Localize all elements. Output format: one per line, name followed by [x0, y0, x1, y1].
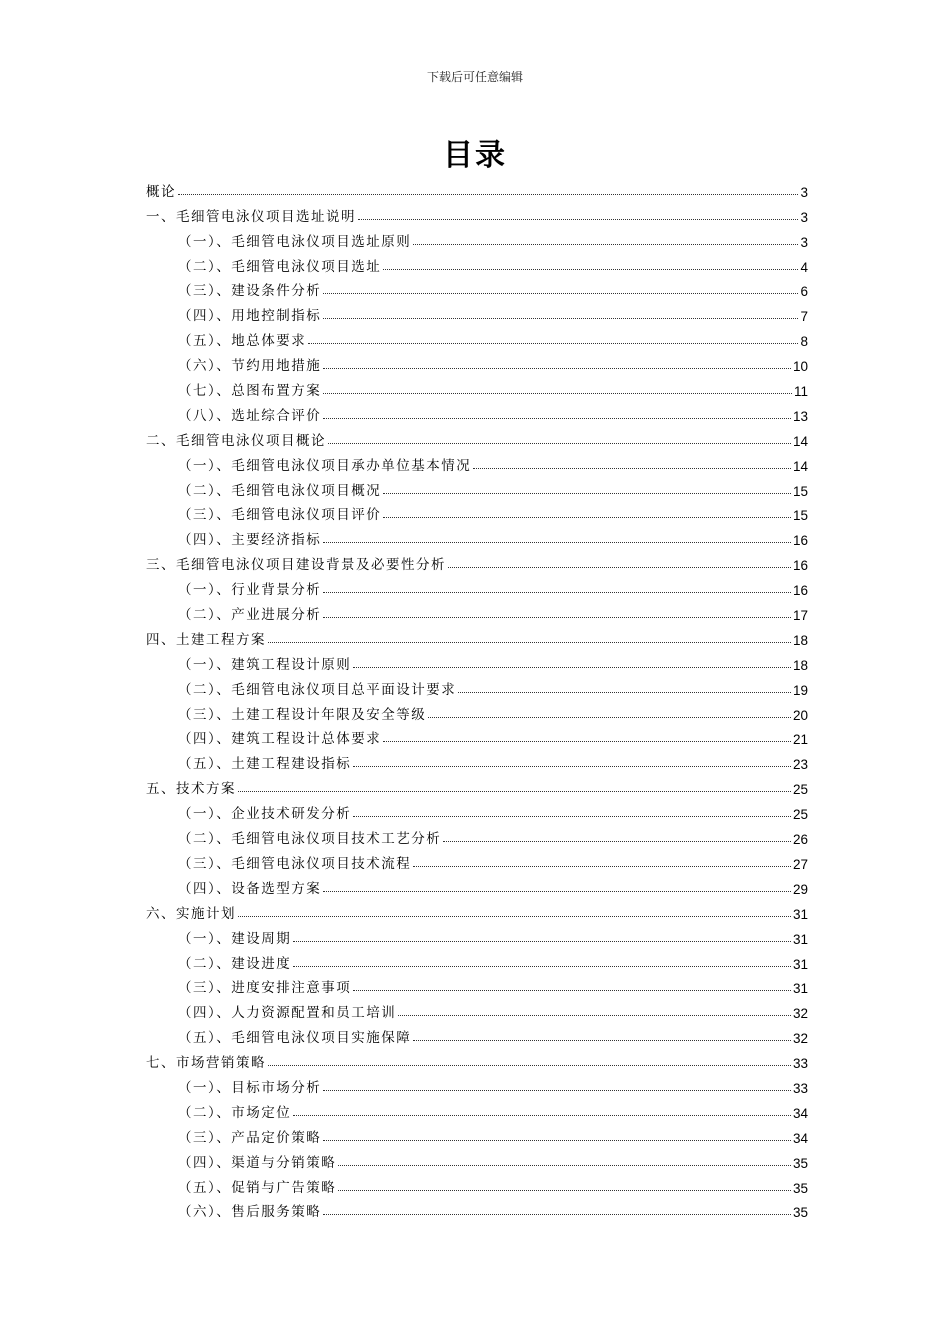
toc-page-number: 16	[792, 558, 808, 574]
toc-entry[interactable]	[146, 1071, 808, 1096]
toc-entry-title: （七）、总图布置方案	[178, 383, 322, 400]
toc-dot-leader	[338, 1165, 791, 1166]
toc-page-number: 31	[792, 981, 808, 997]
toc-dot-leader	[428, 717, 791, 718]
page-header: 下载后可任意编辑	[426, 70, 523, 84]
toc-entry-title: （二）、建设进度	[178, 955, 292, 972]
toc-entry[interactable]	[146, 250, 808, 275]
table-of-contents	[146, 175, 808, 1220]
toc-entry-title: （三）、毛细管电泳仪项目评价	[178, 507, 382, 524]
toc-dot-leader	[323, 318, 798, 319]
toc-entry-title: （二）、毛细管电泳仪项目概况	[178, 482, 382, 499]
toc-entry-title: （一）、行业背景分析	[178, 582, 322, 599]
toc-dot-leader	[448, 567, 791, 568]
toc-dot-leader	[323, 368, 791, 369]
toc-dot-leader	[293, 966, 791, 967]
toc-entry[interactable]	[146, 349, 808, 374]
toc-dot-leader	[323, 293, 798, 294]
toc-page-number: 19	[792, 682, 808, 698]
toc-entry-title: （三）、毛细管电泳仪项目技术流程	[178, 855, 412, 872]
toc-dot-leader	[308, 343, 798, 344]
toc-page-number: 23	[792, 757, 808, 773]
toc-dot-leader	[353, 816, 791, 817]
toc-dot-leader	[358, 219, 798, 220]
toc-dot-leader	[328, 443, 791, 444]
toc-dot-leader	[323, 1214, 791, 1215]
toc-page-number: 26	[792, 832, 808, 848]
toc-entry[interactable]	[146, 548, 808, 573]
toc-page-number: 14	[792, 458, 808, 474]
toc-page-number: 3	[800, 234, 808, 250]
toc-dot-leader	[443, 841, 791, 842]
toc-page-number: 31	[792, 906, 808, 922]
toc-page-number: 14	[792, 433, 808, 449]
toc-entry[interactable]	[146, 698, 808, 723]
toc-entry[interactable]	[146, 499, 808, 524]
toc-page-number: 33	[792, 1080, 808, 1096]
toc-entry[interactable]	[146, 225, 808, 250]
toc-entry-title: 概论	[146, 183, 176, 200]
toc-entry-title: （六）、节约用地措施	[178, 358, 322, 375]
toc-entry-title: 四、土建工程方案	[146, 631, 266, 648]
toc-entry[interactable]	[146, 598, 808, 623]
toc-dot-leader	[353, 766, 791, 767]
toc-page-number: 25	[792, 782, 808, 798]
toc-page-number: 6	[800, 284, 808, 300]
toc-page-number: 15	[792, 483, 808, 499]
toc-entry-title: （四）、人力资源配置和员工培训	[178, 1005, 397, 1022]
toc-entry[interactable]	[146, 1171, 808, 1196]
toc-page-number: 7	[800, 309, 808, 325]
toc-entry[interactable]	[146, 399, 808, 424]
toc-entry-title: （一）、建设周期	[178, 930, 292, 947]
toc-entry-title: （五）、促销与广告策略	[178, 1179, 337, 1196]
toc-page-number: 10	[792, 359, 808, 375]
toc-dot-leader	[323, 418, 791, 419]
toc-entry[interactable]	[146, 947, 808, 972]
toc-entry[interactable]	[146, 523, 808, 548]
toc-page-number: 29	[792, 881, 808, 897]
toc-dot-leader	[323, 1140, 791, 1141]
toc-entry[interactable]	[146, 1046, 808, 1071]
toc-entry-title: （三）、土建工程设计年限及安全等级	[178, 706, 427, 723]
toc-entry-title: （五）、毛细管电泳仪项目实施保障	[178, 1030, 412, 1047]
toc-entry[interactable]	[146, 1021, 808, 1046]
toc-page-number: 8	[800, 334, 808, 350]
toc-dot-leader	[293, 1115, 791, 1116]
toc-dot-leader	[353, 667, 791, 668]
toc-page-number: 16	[792, 583, 808, 599]
toc-page-number: 17	[792, 608, 808, 624]
toc-entry[interactable]	[146, 772, 808, 797]
toc-dot-leader	[323, 1090, 791, 1091]
toc-dot-leader	[178, 194, 798, 195]
toc-dot-leader	[293, 941, 791, 942]
toc-dot-leader	[323, 617, 791, 618]
toc-entry-title: （八）、选址综合评价	[178, 407, 322, 424]
toc-entry-title: （三）、进度安排注意事项	[178, 980, 352, 997]
toc-entry-title: 三、毛细管电泳仪项目建设背景及必要性分析	[146, 557, 446, 574]
toc-entry-title: （五）、地总体要求	[178, 333, 307, 350]
toc-dot-leader	[473, 468, 791, 469]
toc-entry[interactable]	[146, 1096, 808, 1121]
toc-entry-title: （四）、用地控制指标	[178, 308, 322, 325]
toc-dot-leader	[323, 592, 791, 593]
toc-page-number: 25	[792, 807, 808, 823]
toc-page-number: 4	[800, 259, 808, 275]
toc-page-number: 34	[792, 1105, 808, 1121]
toc-entry-title: （一）、目标市场分析	[178, 1079, 322, 1096]
toc-dot-leader	[383, 493, 791, 494]
toc-dot-leader	[238, 916, 791, 917]
toc-entry-title: （二）、毛细管电泳仪项目选址	[178, 258, 382, 275]
toc-page-number: 31	[792, 931, 808, 947]
toc-page-number: 11	[793, 384, 808, 400]
toc-entry[interactable]	[146, 424, 808, 449]
toc-entry-title: 一、毛细管电泳仪项目选址说明	[146, 208, 356, 225]
toc-entry[interactable]	[146, 1146, 808, 1171]
toc-page-number: 33	[792, 1056, 808, 1072]
toc-page-number: 16	[792, 533, 808, 549]
toc-entry[interactable]	[146, 847, 808, 872]
toc-dot-leader	[398, 1015, 791, 1016]
toc-dot-leader	[383, 269, 798, 270]
toc-page-number: 31	[792, 956, 808, 972]
toc-entry-title: （二）、毛细管电泳仪项目技术工艺分析	[178, 831, 442, 848]
toc-entry[interactable]	[146, 648, 808, 673]
toc-page-number: 3	[800, 184, 808, 200]
toc-dot-leader	[238, 791, 791, 792]
toc-page-number: 35	[792, 1180, 808, 1196]
toc-entry[interactable]	[146, 623, 808, 648]
toc-page-number: 18	[792, 657, 808, 673]
toc-entry[interactable]	[146, 897, 808, 922]
toc-entry[interactable]	[146, 200, 808, 225]
toc-entry[interactable]	[146, 872, 808, 897]
toc-entry-title: （二）、毛细管电泳仪项目总平面设计要求	[178, 681, 457, 698]
toc-entry[interactable]	[146, 449, 808, 474]
toc-entry[interactable]	[146, 1196, 808, 1221]
toc-page-number: 13	[792, 408, 808, 424]
toc-entry-title: 五、技术方案	[146, 781, 236, 798]
toc-page-number: 27	[792, 856, 808, 872]
toc-entry[interactable]	[146, 275, 808, 300]
toc-dot-leader	[383, 741, 791, 742]
toc-dot-leader	[323, 542, 791, 543]
toc-page-number: 15	[792, 508, 808, 524]
toc-entry-title: （四）、设备选型方案	[178, 880, 322, 897]
toc-entry-title: （四）、主要经济指标	[178, 532, 322, 549]
toc-entry[interactable]	[146, 1121, 808, 1146]
toc-entry[interactable]	[146, 922, 808, 947]
toc-entry[interactable]	[146, 972, 808, 997]
toc-dot-leader	[338, 1190, 791, 1191]
toc-entry[interactable]	[146, 797, 808, 822]
toc-entry[interactable]	[146, 324, 808, 349]
toc-entry[interactable]	[146, 673, 808, 698]
toc-dot-leader	[268, 642, 791, 643]
toc-page-number: 20	[792, 707, 808, 723]
toc-entry[interactable]	[146, 747, 808, 772]
toc-entry-title: 二、毛细管电泳仪项目概论	[146, 432, 326, 449]
toc-dot-leader	[458, 692, 791, 693]
toc-page-number: 35	[792, 1155, 808, 1171]
toc-entry[interactable]	[146, 573, 808, 598]
toc-entry-title: （四）、建筑工程设计总体要求	[178, 731, 382, 748]
toc-dot-leader	[383, 517, 791, 518]
toc-entry-title: （一）、建筑工程设计原则	[178, 656, 352, 673]
toc-page-number: 21	[792, 732, 808, 748]
toc-entry[interactable]	[146, 299, 808, 324]
toc-dot-leader	[353, 990, 791, 991]
toc-page-number: 18	[792, 632, 808, 648]
toc-entry[interactable]	[146, 175, 808, 200]
toc-entry-title: （一）、毛细管电泳仪项目选址原则	[178, 233, 412, 250]
toc-dot-leader	[413, 866, 791, 867]
page-title: 目录	[443, 138, 507, 173]
toc-entry-title: （二）、市场定位	[178, 1104, 292, 1121]
toc-entry-title: （五）、土建工程建设指标	[178, 756, 352, 773]
toc-entry[interactable]	[146, 374, 808, 399]
toc-entry[interactable]	[146, 996, 808, 1021]
toc-entry-title: （一）、企业技术研发分析	[178, 806, 352, 823]
toc-dot-leader	[268, 1065, 791, 1066]
toc-entry-title: 六、实施计划	[146, 905, 236, 922]
toc-entry-title: （六）、售后服务策略	[178, 1204, 322, 1221]
toc-dot-leader	[323, 891, 791, 892]
toc-entry-title: （二）、产业进展分析	[178, 607, 322, 624]
toc-dot-leader	[413, 244, 798, 245]
toc-entry[interactable]	[146, 723, 808, 748]
toc-entry-title: （一）、毛细管电泳仪项目承办单位基本情况	[178, 457, 472, 474]
toc-page-number: 34	[792, 1130, 808, 1146]
toc-entry[interactable]	[146, 822, 808, 847]
toc-page-number: 35	[792, 1205, 808, 1221]
toc-page-number: 32	[792, 1031, 808, 1047]
toc-dot-leader	[413, 1040, 791, 1041]
toc-entry-title: 七、市场营销策略	[146, 1055, 266, 1072]
toc-dot-leader	[323, 393, 792, 394]
toc-entry[interactable]	[146, 474, 808, 499]
toc-entry-title: （四）、渠道与分销策略	[178, 1154, 337, 1171]
toc-entry-title: （三）、产品定价策略	[178, 1129, 322, 1146]
toc-entry-title: （三）、建设条件分析	[178, 283, 322, 300]
toc-page-number: 3	[800, 209, 808, 225]
toc-page-number: 32	[792, 1006, 808, 1022]
